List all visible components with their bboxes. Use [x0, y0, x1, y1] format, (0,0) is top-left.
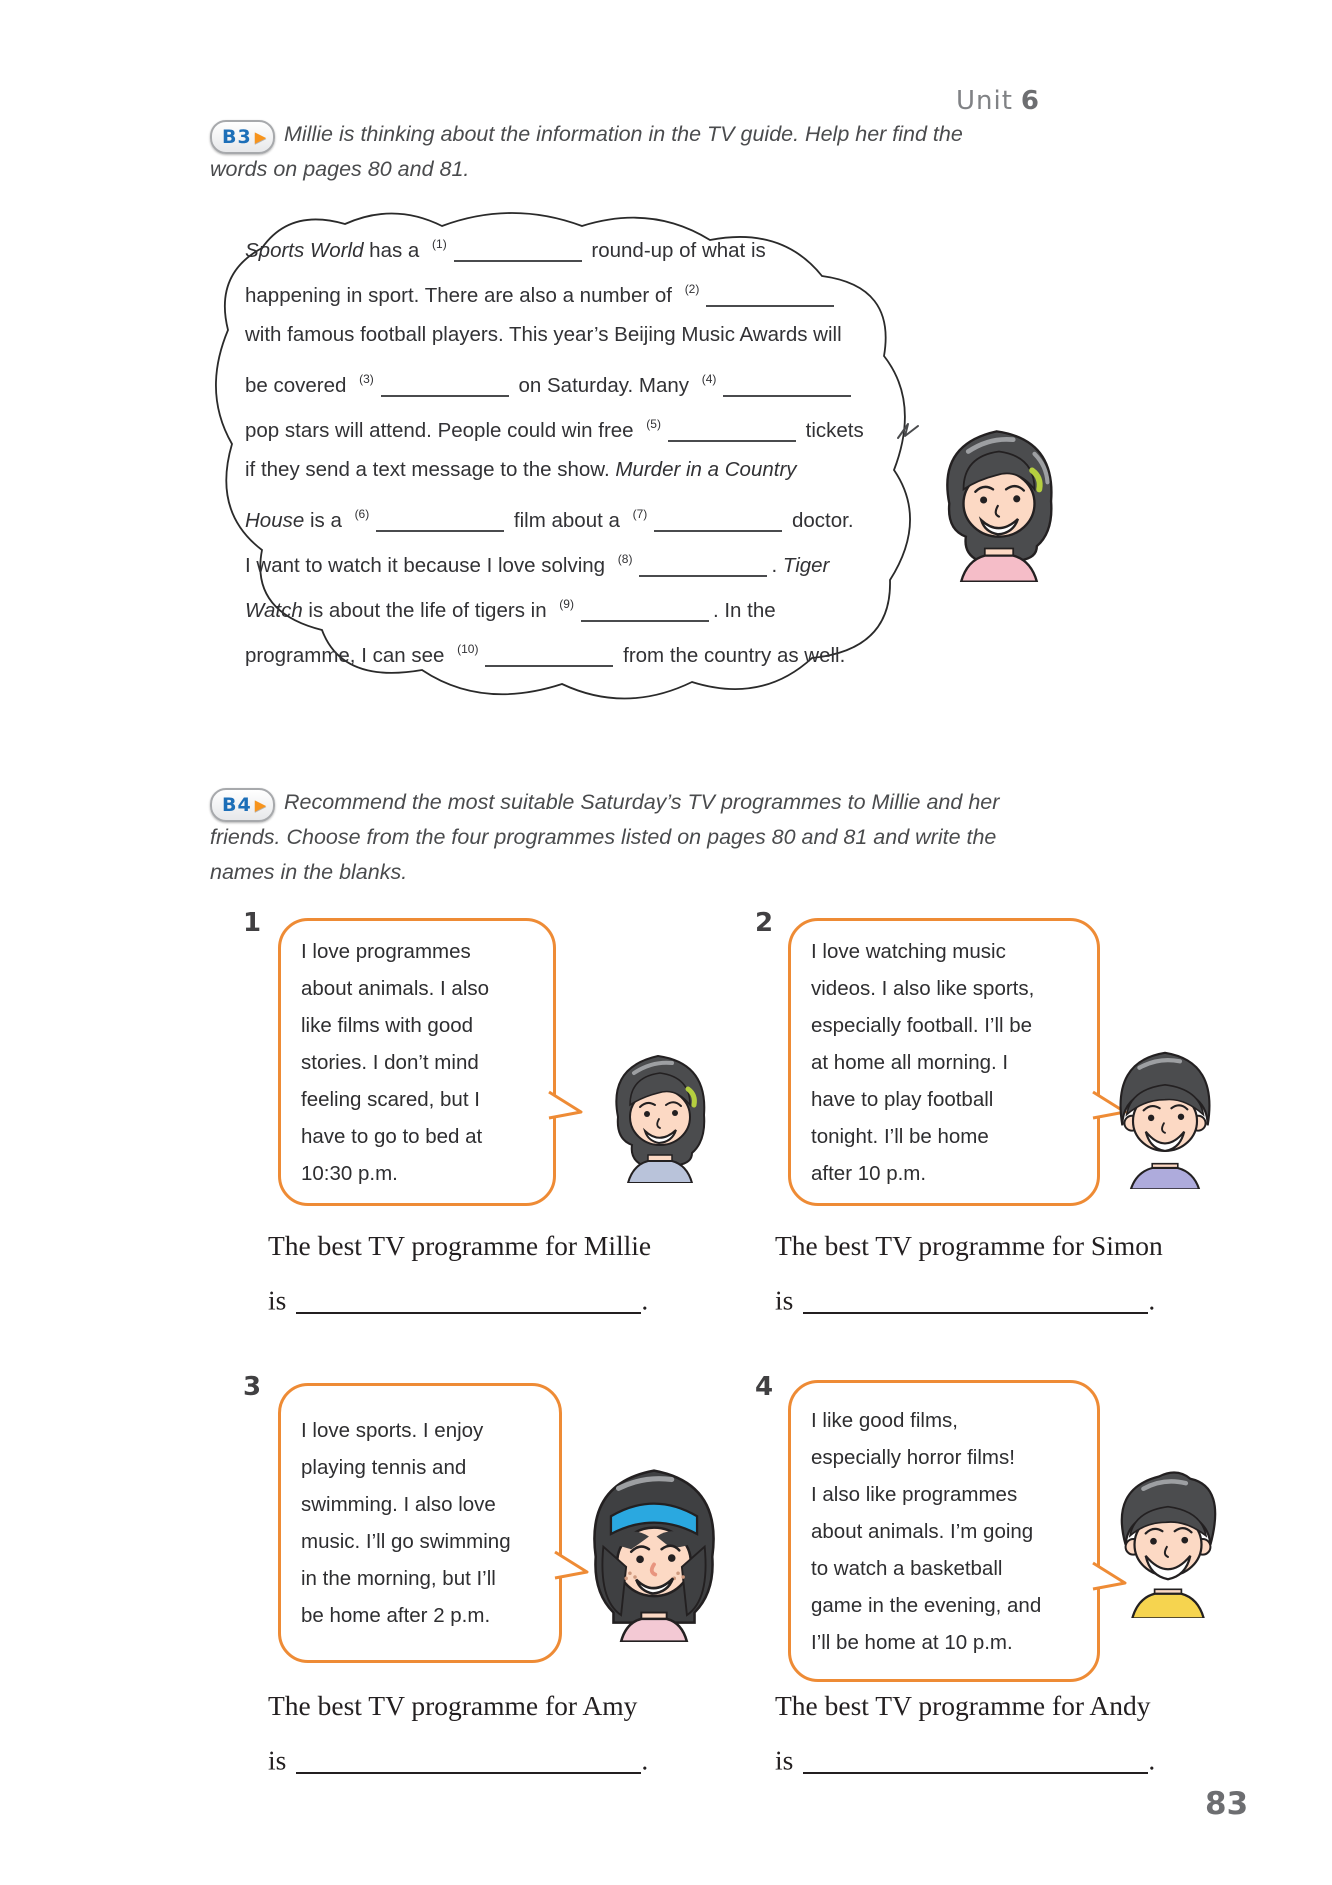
blank-number: (5) [646, 417, 661, 431]
blank-number: (2) [684, 282, 700, 296]
cloze-line [245, 312, 895, 357]
b4-instruction-line2: friends. Choose from the four programmes listed on pages 80 and 81 and write the [210, 825, 997, 849]
fill-in-blank[interactable] [723, 375, 851, 398]
amy-speech-bubble [278, 1383, 562, 1663]
bubble-text-line: game in the evening, and [811, 1593, 1042, 1617]
play-arrow-icon: ▶ [254, 128, 267, 146]
unit-number: 6 [1020, 86, 1040, 116]
cloze-line [245, 267, 895, 312]
unit-label: Unit [955, 86, 1013, 116]
cloze-line [245, 627, 895, 672]
item-4-number: 4 [755, 1372, 774, 1402]
cloze-text: on Saturday. Many [512, 374, 695, 397]
cloze-text: Sports World [245, 239, 364, 262]
simon-speech-bubble [788, 918, 1100, 1206]
bubble-text-line: like films with good [301, 1013, 474, 1037]
bubble-text-line: videos. I also like sports, [811, 976, 1035, 1000]
millie-avatar [600, 1043, 720, 1183]
is-label: is [775, 1284, 794, 1316]
bubble-text-line: playing tennis and [301, 1456, 467, 1479]
bubble-text-line: about animals. I also [301, 976, 490, 1000]
cloze-line [245, 357, 895, 402]
is-label: is [268, 1284, 287, 1316]
answer-line-millie [268, 1284, 648, 1317]
is-label: is [268, 1744, 287, 1776]
bubble-text-line: stories. I don’t mind [301, 1050, 479, 1074]
cloze-text: film about a [508, 509, 626, 532]
simon-avatar [1101, 1040, 1229, 1189]
bubble-text-line: tonight. I’ll be home [811, 1124, 989, 1148]
bubble-text-line: I also like programmes [811, 1482, 1018, 1506]
b4-badge-label: B4 [222, 794, 252, 816]
answer-caption-andy: The best TV programme for Andy [775, 1690, 1151, 1721]
bubble-text-line: especially football. I’ll be [811, 1013, 1033, 1037]
b4-instruction-line3: names in the blanks. [210, 860, 408, 884]
item-1-number: 1 [243, 908, 262, 938]
cloze-text: Tiger [782, 554, 830, 577]
blank-number: (6) [354, 507, 370, 521]
b4-section-badge [210, 788, 275, 822]
fill-in-blank[interactable] [381, 375, 509, 398]
cloze-line [245, 447, 895, 492]
cloze-text: pop stars will attend. People could win free [245, 419, 640, 442]
cloze-text: be covered [245, 374, 353, 397]
answer-line-simon [775, 1284, 1155, 1317]
fill-in-blank[interactable] [639, 555, 767, 578]
cloze-text: if they send a text message to the show. [245, 458, 616, 481]
cloze-line [245, 492, 895, 537]
blank-number: (4) [701, 372, 717, 386]
bubble-text-line: to watch a basketball [811, 1556, 1003, 1580]
cloze-text: . [771, 554, 783, 577]
period: . [1148, 1744, 1156, 1776]
b3-section-badge [210, 120, 275, 154]
answer-line-amy [268, 1744, 648, 1777]
play-arrow-icon: ▶ [254, 796, 267, 814]
cloze-text: doctor. [786, 509, 854, 532]
cloze-line [245, 537, 895, 582]
cloze-text: from the country as well. [617, 644, 846, 667]
bubble-text-line: I love watching music [811, 939, 1006, 963]
cloze-text: tickets [799, 419, 864, 442]
cloze-text: . In the [712, 599, 776, 622]
cloze-text: programme, I can see [245, 644, 451, 667]
answer-caption-simon: The best TV programme for Simon [775, 1230, 1163, 1261]
cloze-text: I want to watch it because I love solving [245, 554, 611, 577]
item-3-number: 3 [243, 1372, 262, 1402]
speech-bubble-tail [547, 1090, 583, 1122]
cloze-text: Murder in a Country [615, 458, 797, 481]
cloze-text: has a [363, 239, 426, 262]
blank-number: (3) [359, 372, 374, 386]
answer-blank-simon[interactable] [803, 1284, 1148, 1314]
answer-line-andy [775, 1744, 1155, 1777]
period: . [641, 1284, 649, 1316]
bubble-text-line: 10:30 p.m. [301, 1161, 398, 1185]
fill-in-blank[interactable] [454, 240, 582, 263]
answer-blank-amy[interactable] [296, 1744, 641, 1774]
millie-avatar [928, 416, 1070, 582]
fill-in-blank[interactable] [485, 645, 613, 668]
bubble-text-line: at home all morning. I [811, 1050, 1009, 1074]
bubble-text-line: music. I’ll go swimming [301, 1530, 511, 1553]
bubble-text-line: especially horror films! [811, 1445, 1015, 1469]
unit-header [956, 86, 1040, 116]
bubble-text-line: I love programmes [301, 939, 471, 963]
cloze-line [245, 402, 895, 447]
blank-number: (1) [432, 237, 447, 251]
millie-speech-bubble [278, 918, 556, 1206]
blank-number: (7) [632, 507, 648, 521]
b3-instruction-line1: Millie is thinking about the information in the TV guide. Help her find the [284, 122, 963, 146]
answer-caption-millie: The best TV programme for Millie [268, 1230, 652, 1261]
fill-in-blank[interactable] [654, 510, 782, 533]
item-2-number: 2 [755, 908, 774, 938]
bubble-text-line: have to play football [811, 1087, 994, 1111]
fill-in-blank[interactable] [668, 420, 796, 443]
bubble-text-line: I love sports. I enjoy [301, 1419, 484, 1442]
fill-in-blank[interactable] [376, 510, 504, 533]
thought-squiggle-icon [896, 420, 922, 444]
bubble-text-line: have to go to bed at [301, 1124, 483, 1148]
cloze-text: with famous football players. This year’s Beijing Music Awards will [245, 323, 842, 346]
bubble-text-line: feeling scared, but I [301, 1087, 480, 1111]
b3-instruction-line2: words on pages 80 and 81. [210, 157, 470, 181]
blank-number: (10) [457, 642, 479, 656]
answer-blank-millie[interactable] [296, 1284, 641, 1314]
andy-speech-bubble [788, 1380, 1100, 1682]
b3-cloze-text [245, 222, 895, 672]
answer-caption-amy: The best TV programme for Amy [268, 1690, 638, 1721]
cloze-line [245, 582, 895, 627]
blank-number: (8) [617, 552, 633, 566]
cloze-text: round-up of what is [585, 239, 766, 262]
bubble-text-line: I like good films, [811, 1408, 958, 1432]
bubble-text-line: be home after 2 p.m. [301, 1604, 491, 1627]
andy-avatar [1101, 1462, 1235, 1618]
period: . [1148, 1284, 1156, 1316]
cloze-text: Watch [245, 599, 303, 622]
page-number: 83 [1205, 1786, 1249, 1822]
answer-blank-andy[interactable] [803, 1744, 1148, 1774]
is-label: is [775, 1744, 794, 1776]
cloze-text: House [245, 509, 305, 532]
amy-avatar [578, 1458, 730, 1642]
bubble-text-line: in the morning, but I’ll [301, 1567, 496, 1590]
fill-in-blank[interactable] [706, 285, 834, 308]
bubble-text-line: swimming. I also love [301, 1493, 496, 1516]
b4-instruction-line1: Recommend the most suitable Saturday’s TV programmes to Millie and her [284, 790, 1000, 814]
blank-number: (9) [559, 597, 574, 611]
cloze-text: is about the life of tigers in [302, 599, 553, 622]
period: . [641, 1744, 649, 1776]
cloze-text: happening in sport. There are also a number of [245, 284, 678, 307]
b3-badge-label: B3 [222, 126, 252, 148]
bubble-text-line: after 10 p.m. [811, 1161, 927, 1185]
cloze-text: is a [304, 509, 348, 532]
fill-in-blank[interactable] [581, 600, 709, 623]
bubble-text-line: about animals. I’m going [811, 1519, 1034, 1543]
bubble-text-line: I’ll be home at 10 p.m. [811, 1630, 1013, 1654]
cloze-line [245, 222, 895, 267]
